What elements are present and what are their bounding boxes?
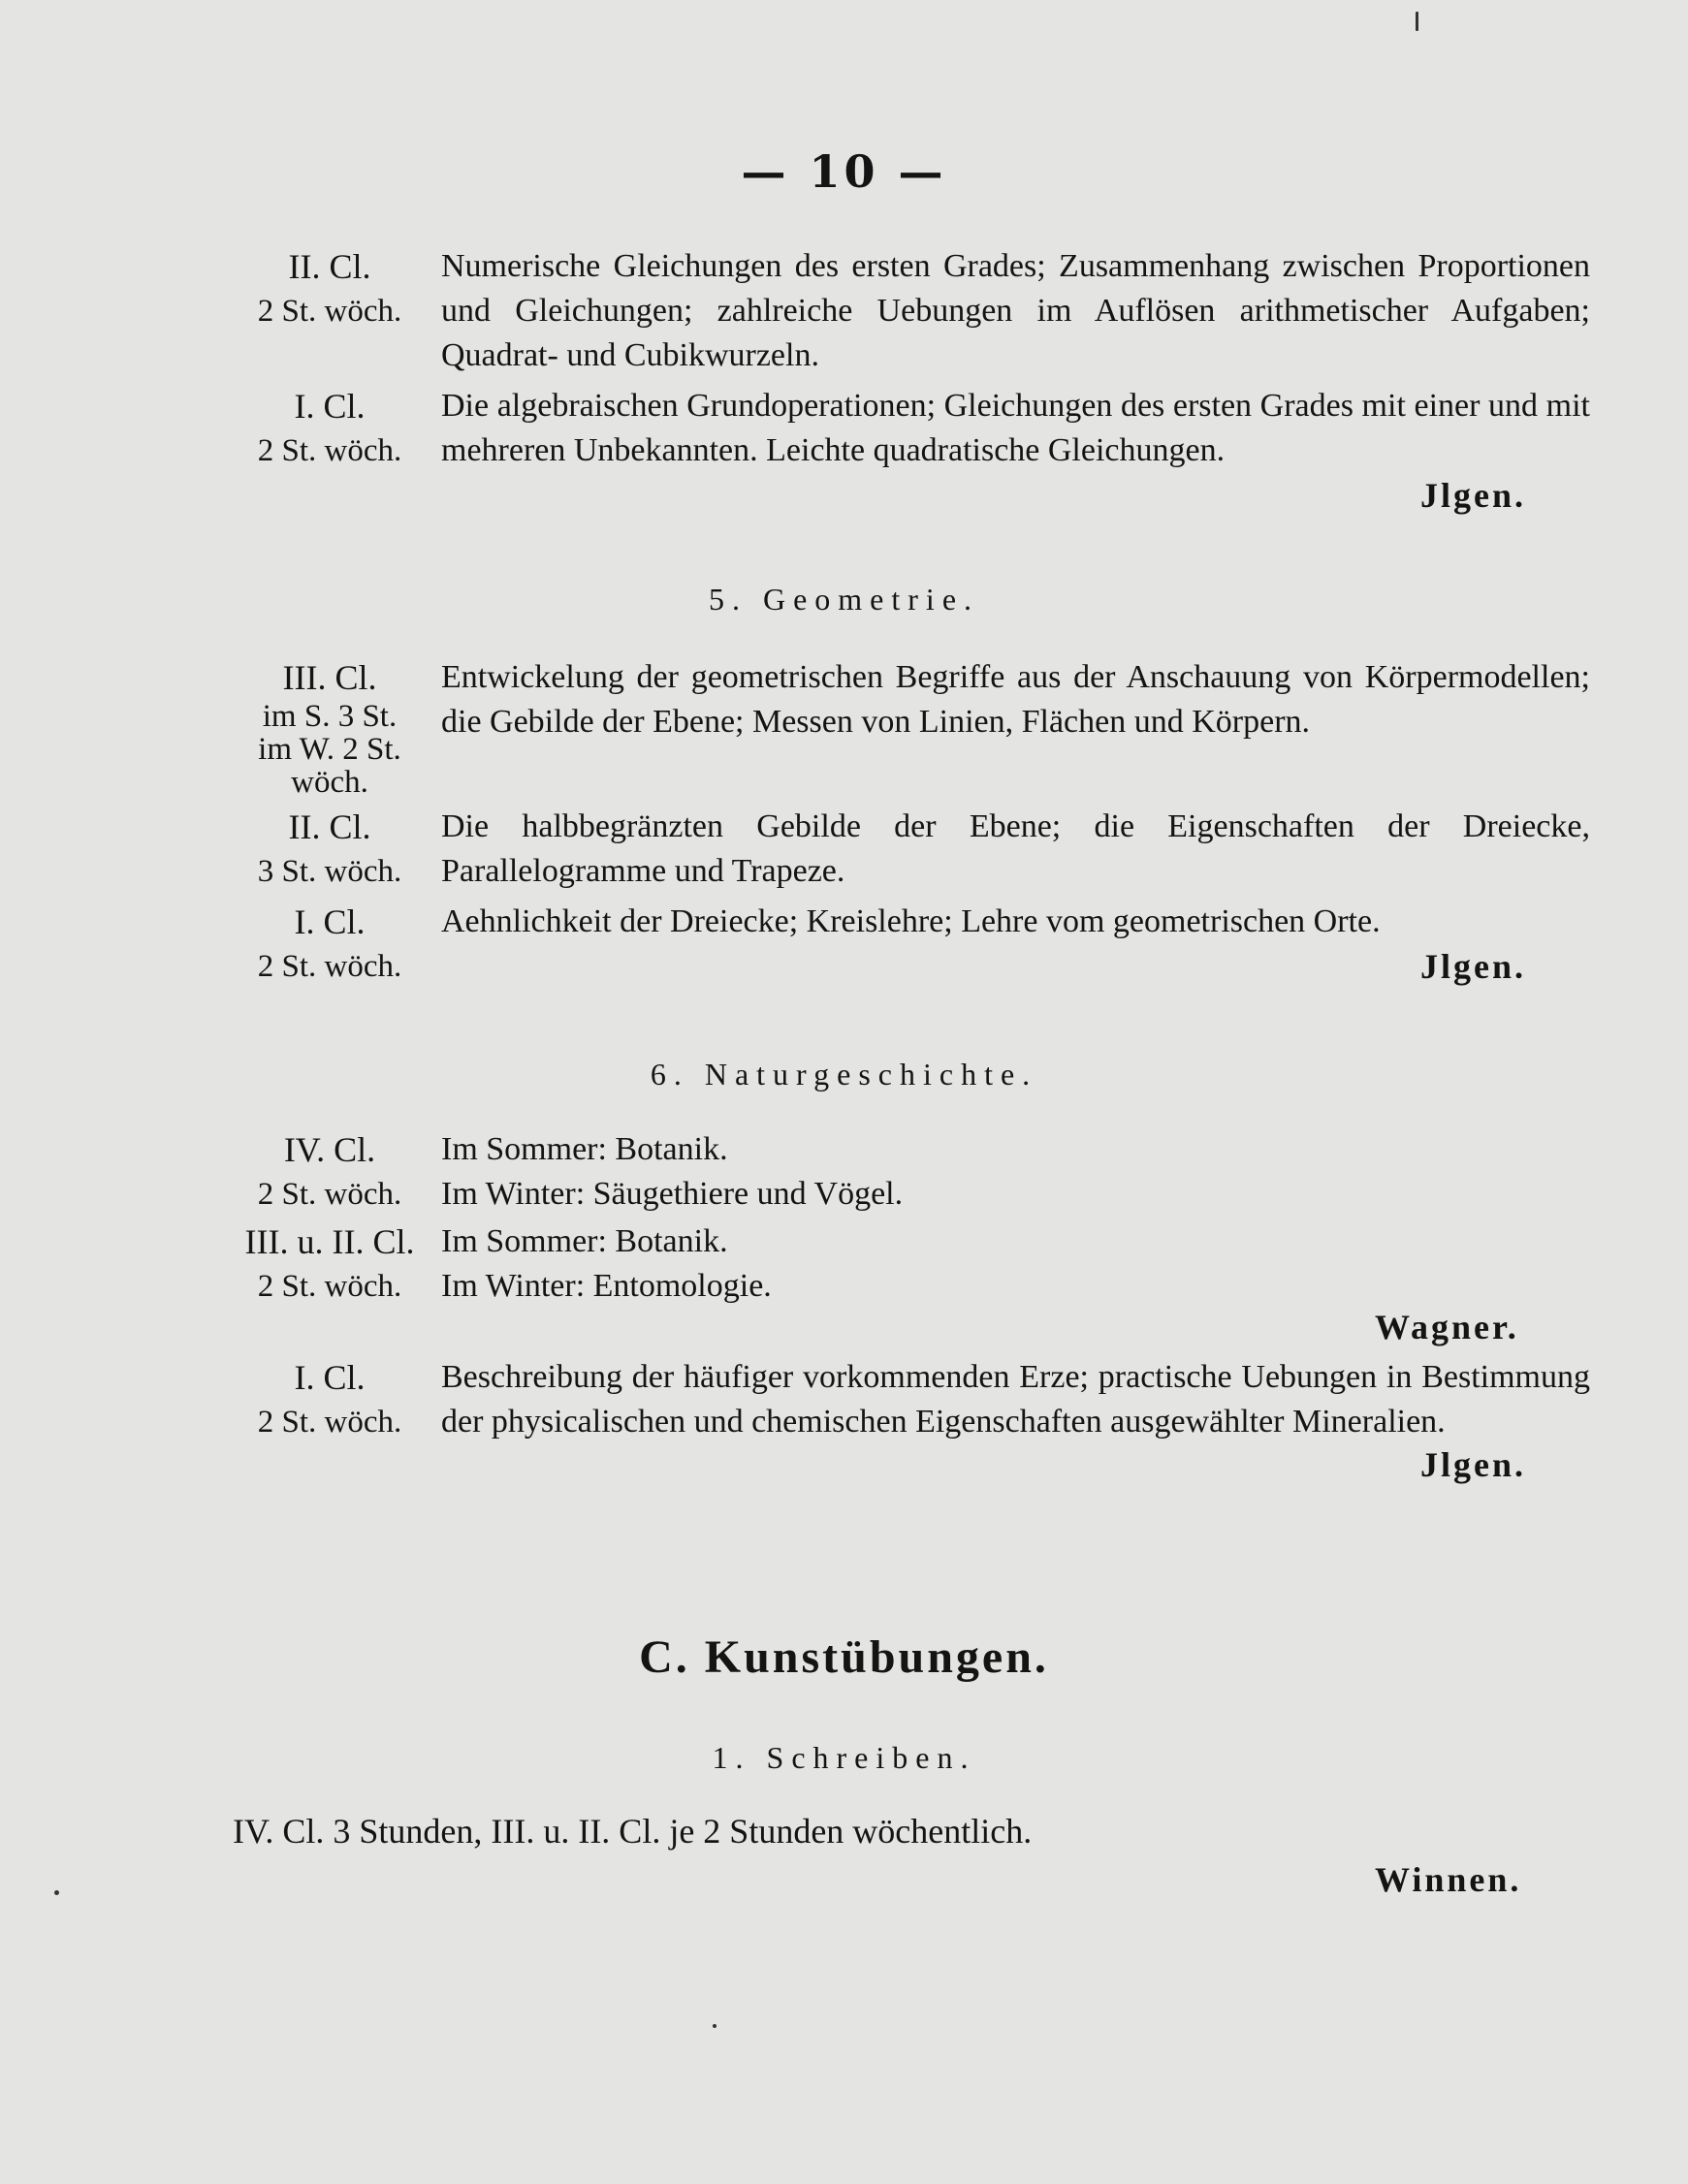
entry-text: Die algebraischen Grundoperationen; Gleichungen des ersten Grades mit einer und mit mehreren Unbekannten. Leichte quadratische Gleichungen.	[441, 388, 1590, 468]
entry-naturgeschichte-iii-ii	[233, 1219, 1590, 1316]
entry-label: IV. Cl. 2 St. wöch.	[257, 1130, 402, 1212]
entry-text: Numerische Gleichungen des ersten Grades; Zusammenhang zwischen Proportionen und Gleichungen; zahlreiche Uebungen im Auflösen arithmetischer Aufgaben; Quadrat- und Cubikwurzeln.	[441, 248, 1590, 373]
signature: Jlgen.	[1420, 476, 1527, 515]
entry-label: III. u. II. Cl. 2 St. wöch.	[244, 1222, 415, 1304]
entry-arithmetik-ii	[233, 244, 1590, 380]
entry-label: II. Cl. 2 St. wöch.	[257, 247, 402, 329]
entry-text: Beschreibung der häufiger vorkommenden Erze; practische Uebungen in Bestimmung der physicalischen und chemischen Eigenschaften ausgewählter Mineralien.	[441, 1359, 1590, 1440]
subsection-heading-schreiben: 1. Schreiben.	[712, 1740, 976, 1775]
entry-label: I. Cl. 2 St. wöch.	[257, 387, 402, 468]
entry-label: II. Cl. 3 St. wöch.	[257, 807, 402, 889]
entry-naturgeschichte-i	[233, 1355, 1590, 1501]
entry-text: Im Sommer: Botanik. Im Winter: Entomologie.	[441, 1223, 772, 1304]
section-heading-naturgeschichte: 6. Naturgeschichte.	[650, 1057, 1038, 1092]
entry-text: Entwickelung der geometrischen Begriffe aus der Anschauung von Körpermodellen; die Gebilde der Ebene; Messen von Linien, Flächen und Körpern.	[441, 659, 1590, 740]
signature: Jlgen.	[1420, 947, 1527, 986]
entry-arithmetik-i	[233, 384, 1590, 520]
print-speck	[54, 1890, 59, 1895]
schreiben-text: IV. Cl. 3 Stunden, III. u. II. Cl. je 2 Stunden wöchentlich.	[233, 1812, 1033, 1851]
section-heading-geometrie: 5. Geometrie.	[708, 582, 980, 617]
signature: Wagner.	[1375, 1308, 1519, 1346]
print-speck	[713, 2024, 717, 2028]
entry-geometrie-ii	[233, 805, 1590, 902]
section-heading-kunstuebungen: C. Kunstübungen.	[639, 1631, 1049, 1683]
entry-text: Aehnlichkeit der Dreiecke; Kreislehre; Lehre vom geometrischen Orte.	[441, 903, 1381, 939]
signature: Winnen.	[1375, 1860, 1522, 1899]
signature: Jlgen.	[1420, 1445, 1527, 1484]
entry-label: III. Cl. im S. 3 St. im W. 2 St. wöch.	[258, 658, 401, 800]
print-speck	[1416, 12, 1418, 31]
entry-label: I. Cl. 2 St. wöch.	[257, 902, 402, 984]
entry-naturgeschichte-iv	[233, 1127, 1590, 1224]
entry-label: I. Cl. 2 St. wöch.	[257, 1358, 402, 1440]
entry-text: Die halbbegränzten Gebilde der Ebene; die Eigenschaften der Dreiecke, Parallelogramme und Trapeze.	[441, 808, 1590, 889]
page-number: — 10 —	[741, 145, 947, 198]
entry-text: Im Sommer: Botanik. Im Winter: Säugethiere und Vögel.	[441, 1131, 904, 1212]
entry-geometrie-i	[233, 900, 1590, 997]
entry-geometrie-iii	[233, 655, 1590, 830]
